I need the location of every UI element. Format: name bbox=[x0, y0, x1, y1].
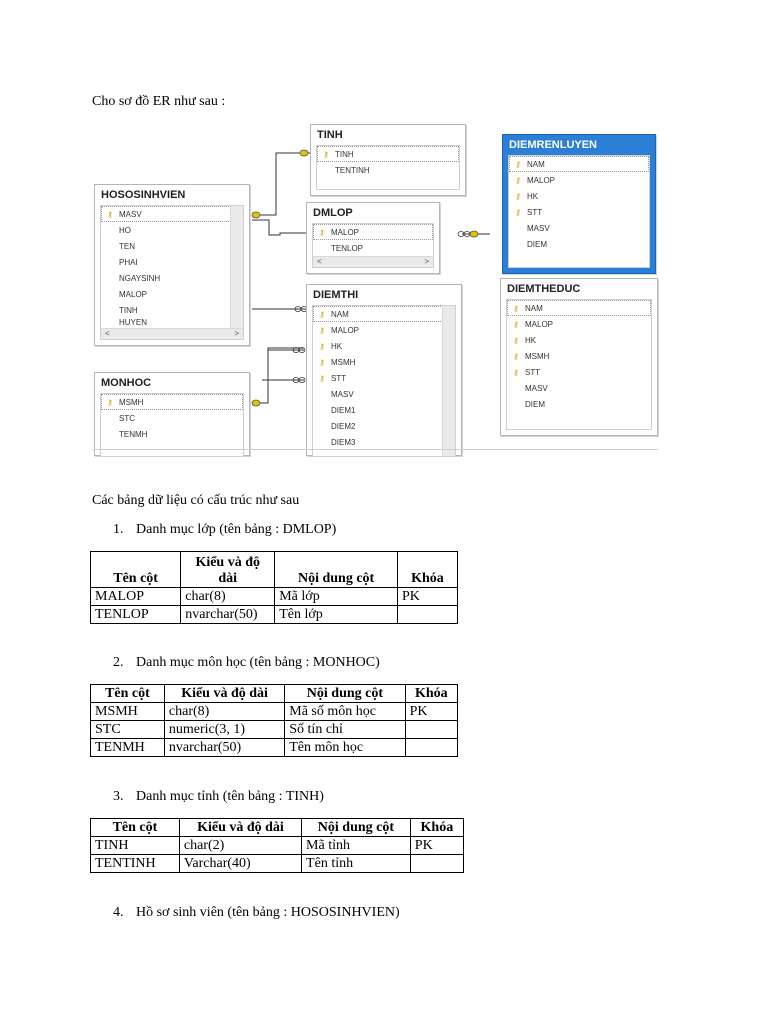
table-tinh bbox=[90, 818, 464, 873]
header-cell: Nội dung cột bbox=[275, 552, 398, 588]
column-list bbox=[100, 393, 244, 457]
table-row: TINH char(2) Mã tỉnh PK bbox=[91, 837, 464, 855]
header-cell: Khóa bbox=[397, 552, 457, 588]
er-diagram bbox=[92, 122, 658, 450]
section-heading: 3. Danh mục tỉnh (tên bảng : TINH) bbox=[113, 789, 324, 804]
column-row: ⚷ MALOP bbox=[319, 325, 360, 335]
intro-text: Cho sơ đồ ER như sau : bbox=[92, 94, 226, 109]
column-row: MASV bbox=[525, 383, 548, 393]
er-table-dmlop[interactable] bbox=[306, 202, 440, 274]
diagram-bottom-border bbox=[92, 449, 658, 450]
column-row: NGAYSINH bbox=[119, 273, 161, 283]
column-row: ⚷ HK bbox=[513, 335, 537, 345]
er-table-diemtheduc[interactable] bbox=[500, 278, 658, 436]
table-row: MALOP char(8) Mã lớp PK bbox=[91, 588, 458, 606]
tables-intro: Các bảng dữ liệu có cấu trúc như sau bbox=[92, 493, 300, 508]
er-table-tinh[interactable] bbox=[310, 124, 466, 196]
column-row: DIEM2 bbox=[331, 421, 356, 431]
header-cell: Nội dung cột bbox=[302, 819, 411, 837]
key-icon: ⚷ bbox=[319, 325, 325, 335]
key-icon: ⚷ bbox=[319, 373, 325, 383]
er-table-title: DIEMTHI bbox=[313, 289, 359, 301]
section-heading: 4. Hồ sơ sinh viên (tên bảng : HOSOSINHVIEN) bbox=[113, 905, 400, 920]
er-table-title: DMLOP bbox=[313, 207, 353, 219]
column-row: ⚷ TINH bbox=[317, 146, 459, 162]
key-icon: ⚷ bbox=[513, 319, 519, 329]
er-table-monhoc[interactable] bbox=[94, 372, 250, 456]
column-row: DIEM bbox=[527, 239, 547, 249]
er-table-title: MONHOC bbox=[101, 377, 152, 389]
header-cell: Kiểu và độ dài bbox=[164, 685, 284, 703]
column-row: ⚷ STT bbox=[513, 367, 541, 377]
column-row: ⚷ MSMH bbox=[101, 394, 243, 410]
column-row: ⚷ MALOP bbox=[513, 319, 554, 329]
column-list bbox=[508, 155, 650, 268]
table-header-row bbox=[91, 685, 458, 703]
vertical-scrollbar[interactable] bbox=[442, 306, 455, 456]
table-row: STC numeric(3, 1) Số tín chỉ bbox=[91, 721, 458, 739]
table-row: TENLOP nvarchar(50) Tên lớp bbox=[91, 606, 458, 624]
column-list bbox=[316, 145, 460, 190]
key-icon: ⚷ bbox=[107, 209, 113, 219]
column-row: MASV bbox=[331, 389, 354, 399]
header-cell: Tên cột bbox=[91, 552, 181, 588]
column-row: MALOP bbox=[119, 289, 148, 299]
column-row: DIEM1 bbox=[331, 405, 356, 415]
header-cell: Kiểu và độ dài bbox=[181, 552, 275, 588]
horizontal-scrollbar[interactable]: < > bbox=[101, 328, 243, 339]
column-row: TEN bbox=[119, 241, 135, 251]
er-table-hososinhvien[interactable] bbox=[94, 184, 250, 346]
er-table-title: HOSOSINHVIEN bbox=[101, 189, 186, 201]
column-row: MASV bbox=[527, 223, 550, 233]
column-row: ⚷ NAM bbox=[509, 156, 649, 172]
header-cell: Tên cột bbox=[91, 685, 165, 703]
header-cell: Kiểu và độ dài bbox=[179, 819, 301, 837]
key-icon: ⚷ bbox=[319, 341, 325, 351]
key-icon: ⚷ bbox=[515, 159, 521, 169]
column-row: ⚷ MSMH bbox=[513, 351, 550, 361]
key-icon: ⚷ bbox=[107, 397, 113, 407]
column-row: ⚷ NAM bbox=[313, 306, 455, 322]
column-list bbox=[100, 205, 244, 340]
table-row: MSMH char(8) Mã số môn học PK bbox=[91, 703, 458, 721]
er-table-diemthi[interactable] bbox=[306, 284, 462, 456]
column-row: TENMH bbox=[119, 429, 148, 439]
key-icon: ⚷ bbox=[319, 309, 325, 319]
column-row: DIEM bbox=[525, 399, 545, 409]
table-monhoc bbox=[90, 684, 458, 757]
header-cell: Khóa bbox=[405, 685, 457, 703]
column-row: ⚷ NAM bbox=[507, 300, 651, 316]
column-row: TINH bbox=[119, 305, 138, 315]
key-icon: ⚷ bbox=[515, 207, 521, 217]
key-icon: ⚷ bbox=[323, 149, 329, 159]
header-cell: Tên cột bbox=[91, 819, 180, 837]
column-row: ⚷ MALOP bbox=[313, 224, 433, 240]
section-heading: 1. Danh mục lớp (tên bảng : DMLOP) bbox=[113, 522, 337, 537]
column-row: ⚷ MSMH bbox=[319, 357, 356, 367]
key-icon: ⚷ bbox=[319, 357, 325, 367]
column-row: ⚷ MALOP bbox=[515, 175, 556, 185]
column-row: ⚷ MASV bbox=[101, 206, 243, 222]
column-row: ⚷ HK bbox=[515, 191, 539, 201]
er-table-title: TINH bbox=[317, 129, 343, 141]
er-table-title: DIEMRENLUYEN bbox=[509, 139, 598, 151]
column-row: PHAI bbox=[119, 257, 138, 267]
column-row: ⚷ STT bbox=[319, 373, 347, 383]
column-row: STC bbox=[119, 413, 135, 423]
vertical-scrollbar[interactable] bbox=[230, 206, 243, 328]
er-table-diemrenluyen[interactable] bbox=[502, 134, 656, 274]
column-row: ⚷ STT bbox=[515, 207, 543, 217]
column-row: TENTINH bbox=[335, 165, 370, 175]
key-icon: ⚷ bbox=[513, 303, 519, 313]
column-row: ⚷ HK bbox=[319, 341, 343, 351]
column-row: HUYEN bbox=[119, 318, 148, 326]
column-list bbox=[312, 305, 456, 457]
column-row: TENLOP bbox=[331, 243, 364, 253]
table-dmlop bbox=[90, 551, 458, 624]
table-header-row bbox=[91, 552, 458, 588]
header-cell: Nội dung cột bbox=[285, 685, 405, 703]
key-icon: ⚷ bbox=[513, 367, 519, 377]
key-icon: ⚷ bbox=[513, 335, 519, 345]
horizontal-scrollbar[interactable]: < > bbox=[313, 256, 433, 267]
key-icon: ⚷ bbox=[515, 191, 521, 201]
table-row: TENMH nvarchar(50) Tên môn học bbox=[91, 739, 458, 757]
key-icon: ⚷ bbox=[515, 175, 521, 185]
column-row: DIEM3 bbox=[331, 437, 356, 447]
er-table-title: DIEMTHEDUC bbox=[507, 283, 581, 295]
header-cell: Khóa bbox=[410, 819, 463, 837]
table-header-row bbox=[91, 819, 464, 837]
key-icon: ⚷ bbox=[513, 351, 519, 361]
column-row: HO bbox=[119, 225, 131, 235]
column-list bbox=[312, 223, 434, 268]
section-heading: 2. Danh mục môn học (tên bảng : MONHOC) bbox=[113, 655, 380, 670]
key-icon: ⚷ bbox=[319, 227, 325, 237]
column-list bbox=[506, 299, 652, 430]
table-row: TENTINH Varchar(40) Tên tỉnh bbox=[91, 855, 464, 873]
